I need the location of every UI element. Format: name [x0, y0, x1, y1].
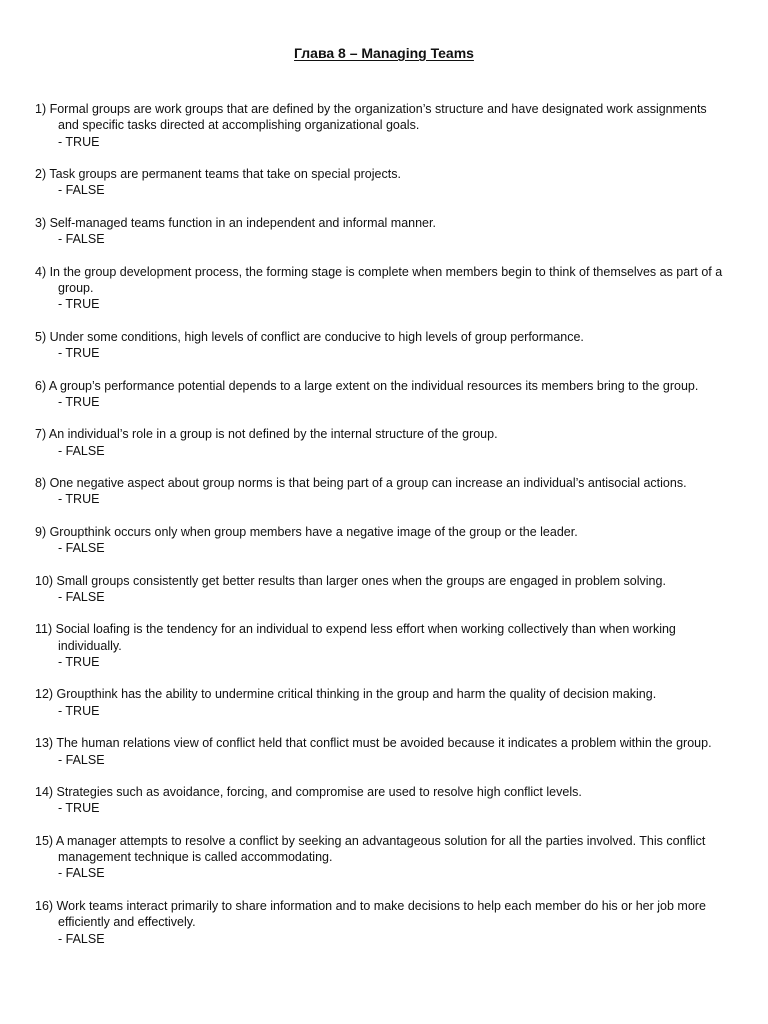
question-answer: - FALSE — [58, 443, 105, 458]
question-answer: - FALSE — [58, 541, 105, 556]
question-text: 2) Task groups are permanent teams that take on special projects. — [35, 167, 401, 182]
question-answer: - TRUE — [58, 492, 100, 507]
question-text: 15) A manager attempts to resolve a conflict by seeking an advantageous solution for all the parties involved. This conflict management technique is called accommodating. — [35, 833, 706, 865]
question-item — [35, 621, 725, 670]
question-text: 10) Small groups consistently get better results than larger ones when the groups are engaged in problem solving. — [35, 573, 666, 588]
question-answer: - TRUE — [58, 134, 100, 149]
question-item — [35, 475, 725, 508]
question-item — [35, 166, 725, 199]
question-text: 14) Strategies such as avoidance, forcing, and compromise are used to resolve high conflict levels. — [35, 785, 582, 800]
question-item — [35, 686, 725, 719]
question-item — [35, 215, 725, 248]
question-text: 13) The human relations view of conflict held that conflict must be avoided because it indicates a problem within the group. — [35, 736, 712, 751]
question-text: 6) A group’s performance potential depends to a large extent on the individual resources its members bring to the group. — [35, 378, 699, 393]
question-answer: - FALSE — [58, 589, 105, 604]
question-text: 9) Groupthink occurs only when group members have a negative image of the group or the leader. — [35, 524, 578, 539]
question-list — [35, 101, 725, 963]
question-item — [35, 573, 725, 606]
question-text: 3) Self-managed teams function in an independent and informal manner. — [35, 215, 436, 230]
question-text: 11) Social loafing is the tendency for an individual to expend less effort when working collectively than when working individually. — [35, 622, 676, 653]
question-text: 8) One negative aspect about group norms is that being part of a group can increase an individual’s antisocial actions. — [35, 476, 687, 491]
question-answer: - TRUE — [58, 346, 100, 361]
question-item — [35, 784, 725, 817]
question-answer: - FALSE — [58, 866, 105, 881]
page-title-text: Глава 8 – Managing Teams — [294, 45, 474, 61]
question-text: 1) Formal groups are work groups that are defined by the organization’s structure and have designated work assignments and specific tasks directed at accomplishing organizational goals. — [35, 102, 707, 133]
question-answer: - TRUE — [58, 655, 100, 669]
question-text: 7) An individual’s role in a group is not defined by the internal structure of the group. — [35, 427, 498, 442]
question-answer: - FALSE — [58, 232, 105, 247]
question-item — [35, 329, 725, 362]
question-answer: - FALSE — [58, 183, 105, 198]
question-text: 5) Under some conditions, high levels of conflict are conducive to high levels of group performance. — [35, 329, 584, 344]
question-item — [35, 898, 725, 947]
question-text: 16) Work teams interact primarily to share information and to make decisions to help each member do his or her job more efficiently and effectively. — [35, 898, 706, 930]
question-item — [35, 264, 725, 313]
question-answer: - TRUE — [58, 703, 100, 718]
question-answer: - TRUE — [58, 394, 100, 409]
question-text: 4) In the group development process, the forming stage is complete when members begin to think of themselves as part of a group. — [35, 264, 723, 295]
question-item — [35, 101, 725, 150]
question-answer: - FALSE — [58, 931, 105, 946]
question-item — [35, 524, 725, 557]
question-item — [35, 735, 725, 768]
question-answer: - TRUE — [58, 297, 100, 312]
question-text: 12) Groupthink has the ability to undermine critical thinking in the group and harm the quality of decision making. — [35, 687, 657, 702]
page-title — [0, 44, 768, 62]
question-item — [35, 378, 725, 411]
question-item — [35, 426, 725, 459]
question-answer: - TRUE — [58, 801, 100, 816]
question-item — [35, 833, 725, 882]
question-answer: - FALSE — [58, 752, 105, 767]
